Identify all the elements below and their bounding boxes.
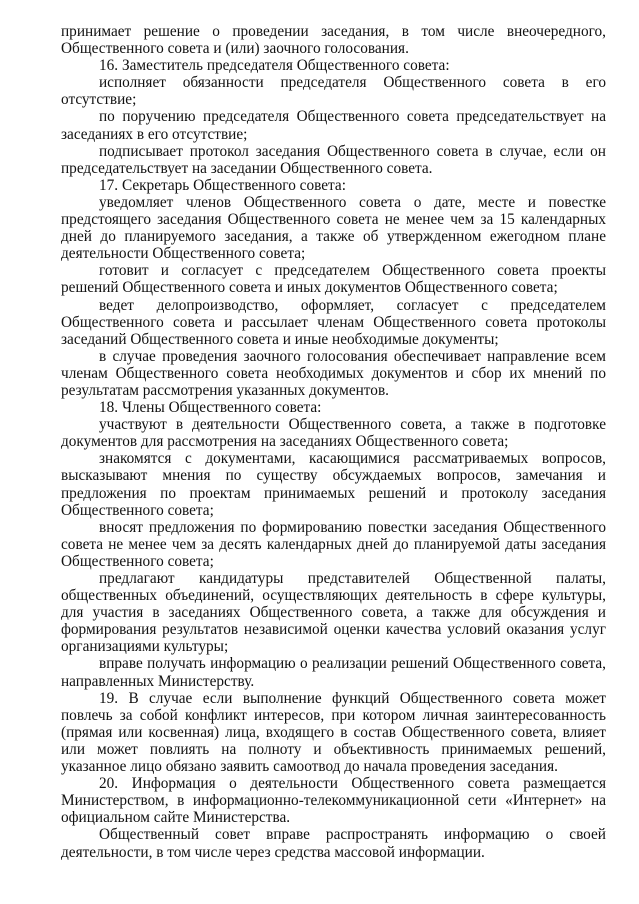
paragraph-decision-continuation: принимает решение о проведении заседания, в том числе внеочередного, Общественного совета и (или) заочного голосования.	[61, 23, 606, 58]
paragraph-member-duty-5: вправе получать информацию о реализации решений Общественного совета, направленных Министерству.	[61, 655, 606, 690]
paragraph-deputy-duty-2: по поручению председателя Общественного совета председательствует на заседаниях в его отсутствие;	[61, 108, 606, 143]
paragraph-member-duty-2: знакомятся с документами, касающимися рассматриваемых вопросов, высказывают мнения по существу обсуждаемых вопросов, замечания и предложения по проектам принимаемых решений и протоколу заседания Общественного совета;	[61, 450, 606, 519]
paragraph-secretary-duty-1: уведомляет членов Общественного совета о дате, месте и повестке предстоящего заседания Общественного совета не менее чем за 15 календарных дней до планируемого заседания, а также об утвержденном ежегодном плане деятельности Общественного совета;	[61, 193, 606, 263]
section-17-heading: 17. Секретарь Общественного совета:	[99, 176, 346, 194]
section-16-heading: 16. Заместитель председателя Общественного совета:	[99, 57, 450, 75]
section-18-heading: 18. Члены Общественного совета:	[99, 399, 322, 417]
document-body	[61, 23, 606, 861]
paragraph-secretary-duty-3: ведет делопроизводство, оформляет, согласует с председателем Общественного совета и рассылает членам Общественного совета протоколы заседаний Общественного совета и иные необходимые документы;	[61, 296, 606, 348]
section-19-paragraph: 19. В случае если выполнение функций Общественного совета может повлечь за собой конфликт интересов, при котором личная заинтересованность (прямая или косвенная) лица, входящего в состав Общественного совета, влияет или может повлиять на полноту и объективность принимаемых решений, указанное лицо обязано заявить самоотвод до начала проведения заседания.	[61, 689, 606, 776]
paragraph-public-information: Общественный совет вправе распространять информацию о своей деятельности, в том числе через средства массовой информации.	[61, 826, 606, 861]
paragraph-member-duty-4: предлагают кандидатуры представителей Общественной палаты, общественных объединений, осуществляющих деятельность в сфере культуры, для участия в заседаниях Общественного совета, а также для обсуждения и формирования результатов независимой оценки качества условий оказания услуг организациями культуры;	[61, 570, 606, 656]
paragraph-secretary-duty-4: в случае проведения заочного голосования обеспечивает направление всем членам Общественного совета необходимых документов и сбор их мнений по результатам рассмотрения указанных документов.	[61, 347, 606, 399]
paragraph-member-duty-3: вносят предложения по формированию повестки заседания Общественного совета не менее чем за десять календарных дней до планируемой даты заседания Общественного совета;	[61, 518, 606, 570]
paragraph-deputy-duty-1: исполняет обязанности председателя Общественного совета в его отсутствие;	[61, 74, 606, 109]
paragraph-secretary-duty-2: готовит и согласует с председателем Общественного совета проекты решений Общественного совета и иных документов Общественного совета;	[61, 262, 606, 297]
paragraph-member-duty-1: участвуют в деятельности Общественного совета, а также в подготовке документов для рассмотрения на заседаниях Общественного совета;	[61, 416, 606, 451]
paragraph-deputy-duty-3: подписывает протокол заседания Общественного совета в случае, если он председательствует на заседании Общественного совета.	[61, 142, 606, 177]
section-20-paragraph: 20. Информация о деятельности Общественного совета размещается Министерством, в информационно-телекоммуникационной сети «Интернет» на официальном сайте Министерства.	[61, 775, 606, 827]
